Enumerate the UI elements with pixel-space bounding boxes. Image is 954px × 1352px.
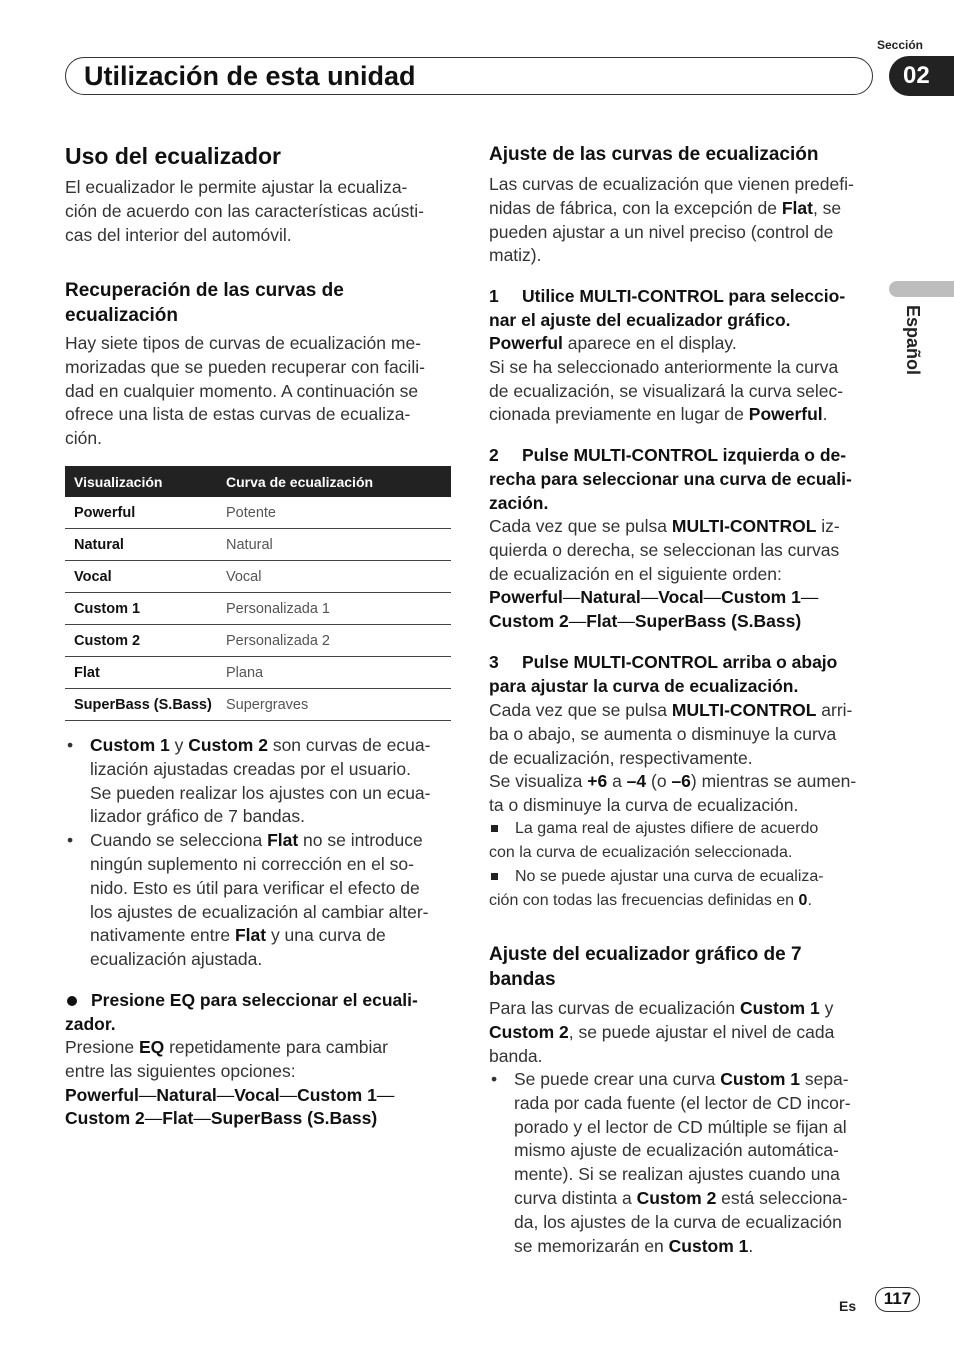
- text-line: porado y el lector de CD múltiple se fijan al: [514, 1116, 847, 1137]
- page-number: 117: [875, 1287, 920, 1312]
- text-line: Recuperación de las curvas de: [65, 280, 344, 301]
- text-line: bandas: [489, 969, 556, 990]
- text-line: Se visualiza +6 a –4 (o –6) mientras se aumen-: [489, 771, 857, 792]
- text-line: dad en cualquier momento. A continuación se: [65, 380, 419, 401]
- text-line: Ajuste del ecualizador gráfico de 7: [489, 944, 802, 965]
- step-1: [489, 285, 881, 333]
- table-row: [65, 497, 451, 529]
- heading-graphic-eq: [489, 942, 802, 992]
- table-row: [65, 657, 451, 689]
- graphic-eq-bullets: [489, 1068, 881, 1258]
- text-line: 3 Pulse MULTI-CONTROL arriba o abajo: [489, 652, 838, 672]
- text-line: para ajustar la curva de ecualización.: [489, 675, 799, 696]
- text-line: Presione EQ para seleccionar el ecuali-: [65, 989, 457, 1013]
- table-cell: Supergraves: [217, 689, 451, 721]
- text-line: nidas de fábrica, con la excepción de Flat, se: [489, 197, 842, 218]
- text-line: zación.: [489, 492, 549, 513]
- table-cell: Potente: [217, 497, 451, 529]
- table-row: [65, 625, 451, 657]
- step-body: [65, 1036, 457, 1131]
- text-line: ción de acuerdo con las características acústi-: [65, 200, 424, 221]
- text-line: 1 Utilice MULTI-CONTROL para seleccio-: [489, 286, 846, 306]
- text-line: Cada vez que se pulsa MULTI-CONTROL iz-: [489, 516, 840, 536]
- text-line: nativamente entre Flat y una curva de: [90, 925, 386, 946]
- text-line: Hay siete tipos de curvas de ecualización me-: [65, 333, 422, 353]
- table-cell: Personalizada 2: [217, 625, 451, 657]
- sequence-line: Custom 2—Flat—SuperBass (S.Bass): [489, 611, 802, 632]
- table-header-display: Visualización: [65, 466, 217, 497]
- text-line: • Se puede crear una curva Custom 1 sepa-: [514, 1069, 849, 1089]
- table-cell: Vocal: [217, 561, 451, 593]
- heading-adjust-curves: Ajuste de las curvas de ecualización: [489, 144, 819, 165]
- text-line: Si se ha seleccionado anteriormente la curva: [489, 356, 839, 377]
- table-header-curve: Curva de ecualización: [217, 466, 451, 497]
- page-title: Utilización de esta unidad: [84, 61, 416, 91]
- text-line: ción.: [65, 428, 102, 449]
- text-line: nido. Esto es útil para verificar el efecto de: [90, 877, 420, 898]
- section-heading-equalizer: Uso del ecualizador: [65, 143, 282, 169]
- text-line: • Cuando se selecciona Flat no se introduce: [90, 830, 423, 851]
- text-line: morizadas que se pueden recuperar con facili-: [65, 356, 425, 377]
- intro-paragraph: [65, 176, 455, 247]
- table-row: [65, 529, 451, 561]
- step-1-body: [489, 332, 881, 427]
- sequence-line: Powerful—Natural—Vocal—Custom 1—: [65, 1084, 395, 1105]
- note-item: La gama real de ajustes difiere de acuerdo: [489, 817, 881, 841]
- table-row: [65, 561, 451, 593]
- text-line: mente). Si se realizan ajustes cuando una: [514, 1164, 840, 1185]
- table-row: [65, 689, 451, 721]
- list-item: [489, 1068, 881, 1258]
- text-line: con la curva de ecualización seleccionada.: [489, 844, 793, 861]
- text-line: de ecualización, respectivamente.: [489, 747, 753, 768]
- text-line: • Custom 1 y Custom 2 son curvas de ecua-: [90, 735, 431, 755]
- text-line: ofrece una lista de estas curvas de ecualiza-: [65, 404, 411, 425]
- text-line: pueden ajustar a un nivel preciso (control de: [489, 221, 834, 242]
- text-line: Se pueden realizar los ajustes con un ecua-: [90, 782, 431, 803]
- table-header-row: [65, 466, 451, 497]
- text-line: ningún suplemento ni corrección en el so-: [90, 853, 414, 874]
- text-line: banda.: [489, 1045, 543, 1066]
- table-cell: Plana: [217, 657, 451, 689]
- text-line: curva distinta a Custom 2 está selecciona-: [514, 1187, 848, 1208]
- text-line: de ecualización en el siguiente orden:: [489, 563, 782, 584]
- text-line: los ajustes de ecualización al cambiar alter-: [90, 901, 429, 922]
- table-cell: SuperBass (S.Bass): [65, 689, 217, 721]
- step-2-body: [489, 515, 881, 634]
- recall-paragraph: [65, 332, 455, 451]
- text-line: cas del interior del automóvil.: [65, 224, 292, 245]
- section-number-badge: 02: [889, 56, 954, 96]
- table-cell: Custom 2: [65, 625, 217, 657]
- table-cell: Vocal: [65, 561, 217, 593]
- text-line: ecualización: [65, 305, 178, 326]
- sequence-line: Custom 2—Flat—SuperBass (S.Bass): [65, 1108, 378, 1129]
- step-3: [489, 651, 881, 699]
- text-line: ta o disminuye la curva de ecualización.: [489, 795, 799, 816]
- text-line: Custom 2, se puede ajustar el nivel de cada: [489, 1021, 835, 1042]
- section-label: Sección: [876, 38, 924, 52]
- sequence-line: Powerful—Natural—Vocal—Custom 1—: [489, 587, 819, 608]
- step-2: [489, 444, 881, 515]
- text-line: El ecualizador le permite ajustar la ecualiza-: [65, 177, 408, 197]
- text-line: rada por cada fuente (el lector de CD incor-: [514, 1092, 851, 1113]
- list-item: [65, 734, 457, 829]
- text-line: Cada vez que se pulsa MULTI-CONTROL arri-: [489, 700, 853, 720]
- curves-paragraph: [489, 173, 881, 268]
- text-line: ecualización ajustada.: [90, 949, 263, 970]
- list-item: [65, 829, 457, 972]
- table-cell: Custom 1: [65, 593, 217, 625]
- graphic-eq-paragraph: [489, 997, 881, 1068]
- text-line: quierda o derecha, se seleccionan las curvas: [489, 539, 840, 560]
- text-line: Presione EQ repetidamente para cambiar: [65, 1037, 388, 1057]
- text-line: 2 Pulse MULTI-CONTROL izquierda o de-: [489, 445, 847, 465]
- text-line: mismo ajuste de ecualización automática-: [514, 1140, 839, 1161]
- text-line: Powerful aparece en el display.: [489, 333, 737, 353]
- eq-curves-table: [65, 466, 451, 721]
- table-cell: Personalizada 1: [217, 593, 451, 625]
- text-line: se memorizarán en Custom 1.: [514, 1235, 754, 1256]
- table-cell: Powerful: [65, 497, 217, 529]
- text-line: lizador gráfico de 7 bandas.: [90, 806, 305, 827]
- text-line: ba o abajo, se aumenta o disminuye la curva: [489, 723, 837, 744]
- table-cell: Natural: [65, 529, 217, 561]
- text-line: Las curvas de ecualización que vienen predefi-: [489, 174, 854, 194]
- text-line: ción con todas las frecuencias definidas en 0.: [489, 892, 812, 909]
- table-cell: Flat: [65, 657, 217, 689]
- text-line: nar el ajuste del ecualizador gráfico.: [489, 309, 791, 330]
- text-line: da, los ajustes de la curva de ecualización: [514, 1211, 842, 1232]
- text-line: entre las siguientes opciones:: [65, 1060, 296, 1081]
- text-line: Para las curvas de ecualización Custom 1 y: [489, 998, 834, 1018]
- text-line: cionada previamente en lugar de Powerful.: [489, 404, 828, 425]
- notes: [489, 817, 881, 913]
- custom-bullets: [65, 734, 457, 972]
- step-3-body: [489, 699, 881, 818]
- table-cell: Natural: [217, 529, 451, 561]
- text-line: recha para seleccionar una curva de ecuali-: [489, 468, 852, 489]
- step-bullet-icon: [67, 996, 77, 1006]
- text-line: zador.: [65, 1013, 116, 1034]
- language-label: [895, 305, 935, 405]
- text-line: de ecualización, se visualizará la curva selec-: [489, 380, 844, 401]
- text-line: lización ajustadas creadas por el usuario.: [90, 758, 412, 779]
- text-line: matiz).: [489, 245, 542, 266]
- sub-heading-recall: [65, 278, 344, 328]
- language-text: Español: [903, 305, 923, 376]
- step-select-equalizer: [65, 989, 457, 1037]
- footer-language: Es: [839, 1298, 857, 1314]
- table-row: [65, 593, 451, 625]
- note-item: No se puede ajustar una curva de ecualiza-: [489, 865, 881, 889]
- language-tab: [889, 281, 954, 297]
